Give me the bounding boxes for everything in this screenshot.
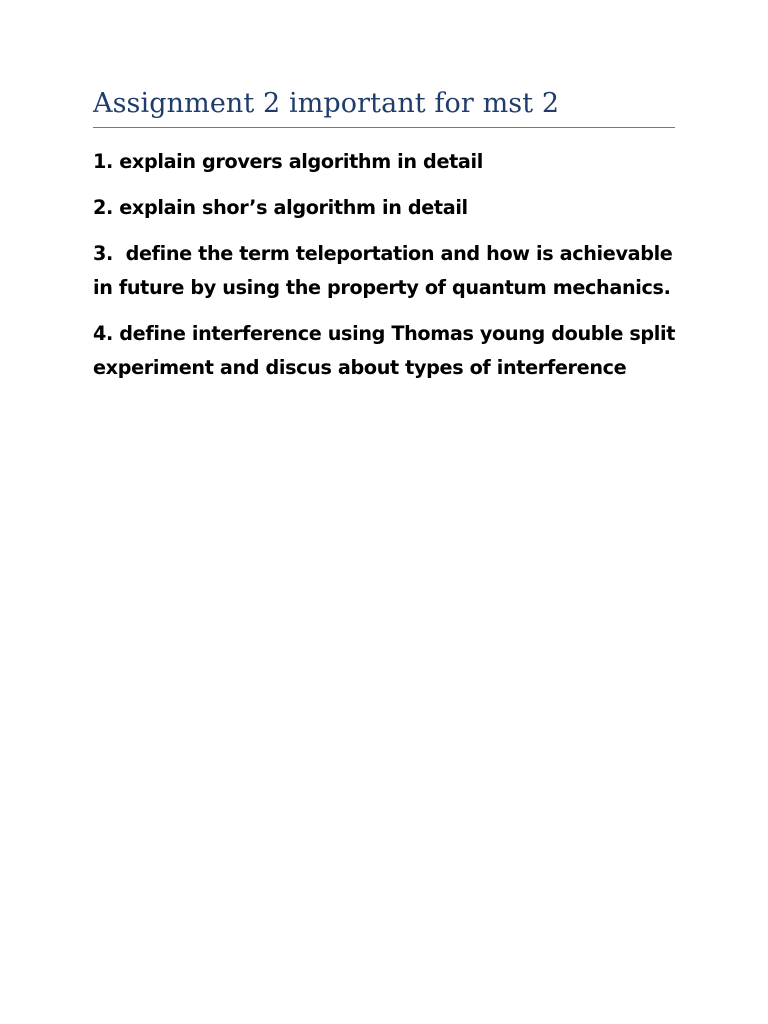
question-item-2: 2. explain shor’s algorithm in detail [93, 196, 468, 220]
question-item-3: 3. define the term teleportation and how is achievable in future by using the property of quantum mechanics. [93, 242, 679, 300]
question-item-4: 4. define interference using Thomas young double split experiment and discus about types of interference [93, 322, 682, 380]
document-title: Assignment 2 important for mst 2 [93, 86, 675, 128]
question-item-1: 1. explain grovers algorithm in detail [93, 150, 483, 174]
question-list [93, 145, 683, 385]
